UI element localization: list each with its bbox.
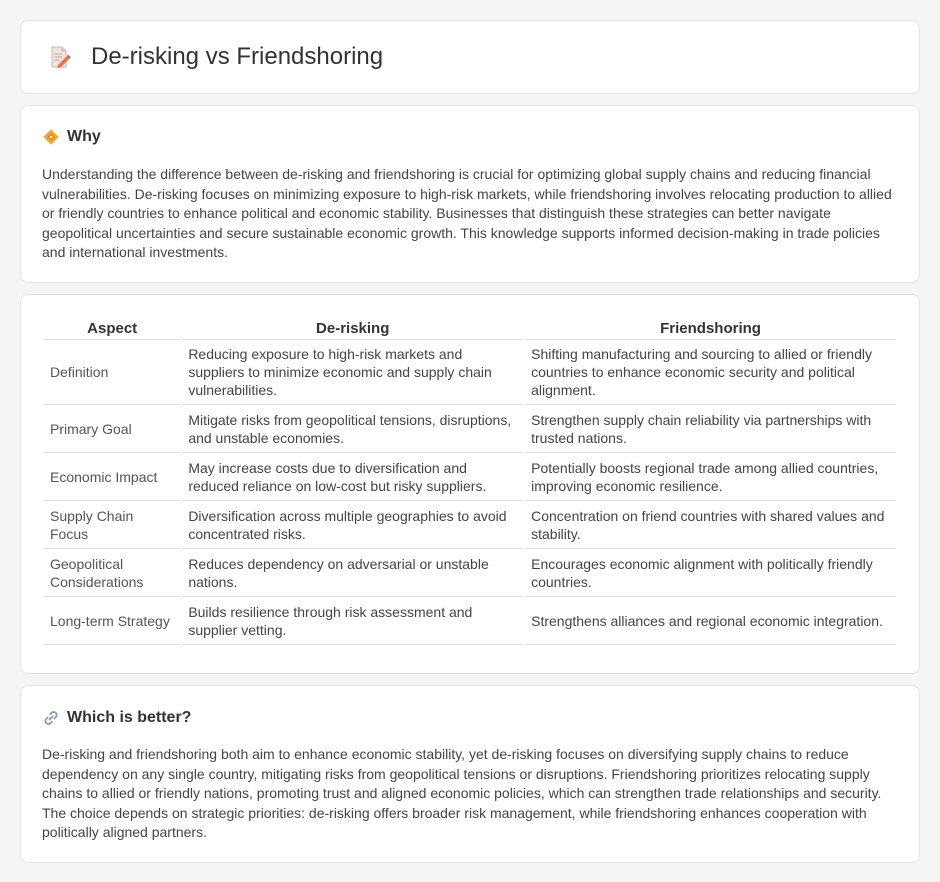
row-friendshoring: Potentially boosts regional trade among allied countries, improving economic resilience. [525, 453, 896, 501]
row-friendshoring: Strengthen supply chain reliability via partnerships with trusted nations. [525, 405, 896, 453]
row-friendshoring: Encourages economic alignment with politically friendly countries. [525, 549, 896, 597]
row-derisking: Mitigate risks from geopolitical tensions, disruptions, and unstable economies. [182, 405, 523, 453]
row-aspect: Long-term Strategy [44, 597, 180, 645]
row-friendshoring: Shifting manufacturing and sourcing to allied or friendly countries to enhance economic security and political alignment. [525, 340, 896, 405]
why-heading [42, 128, 899, 146]
table-row [44, 340, 896, 405]
table-row [44, 597, 896, 645]
notepad-pencil-icon [47, 45, 71, 69]
row-derisking: Reduces dependency on adversarial or unstable nations. [182, 549, 523, 597]
table-row [44, 549, 896, 597]
row-derisking: May increase costs due to diversification and reduced reliance on low-cost but risky suppliers. [182, 453, 523, 501]
table-header-row [44, 316, 896, 340]
row-friendshoring: Concentration on friend countries with shared values and stability. [525, 501, 896, 549]
row-derisking: Reducing exposure to high-risk markets and suppliers to minimize economic and supply chain vulnerabilities. [182, 340, 523, 405]
page-title: De-risking vs Friendshoring [91, 43, 384, 70]
row-aspect: Supply Chain Focus [44, 501, 180, 549]
which-better-section [20, 685, 920, 863]
row-friendshoring: Strengthens alliances and regional economic integration. [525, 597, 896, 645]
header-derisking: De-risking [182, 316, 523, 340]
row-aspect: Definition [44, 340, 180, 405]
why-section [20, 105, 920, 283]
header-card [20, 20, 920, 94]
table-row [44, 453, 896, 501]
row-aspect: Primary Goal [44, 405, 180, 453]
why-text: Understanding the difference between de-risking and friendshoring is crucial for optimizing global supply chains and reducing financial vulnerabilities. De-risking focuses on minimizing exposure to high-risk markets, while friendshoring involves relocating production to allied or friendly countries to enhance political and economic stability. Businesses that distinguish these strategies can better navigate geopolitical uncertainties and secure sustainable economic growth. This knowledge supports informed decision-making in trade policies and international investments. [42, 166, 892, 260]
header-friendshoring: Friendshoring [525, 316, 896, 340]
link-icon [42, 709, 60, 727]
table-row [44, 405, 896, 453]
which-better-heading-label: Which is better? [67, 709, 192, 726]
diamond-icon [42, 128, 60, 146]
row-derisking: Diversification across multiple geographies to avoid concentrated risks. [182, 501, 523, 549]
comparison-section [20, 294, 920, 674]
row-aspect: Economic Impact [44, 453, 180, 501]
why-heading-label: Why [67, 128, 101, 145]
row-aspect: Geopolitical Considerations [44, 549, 180, 597]
header-aspect: Aspect [44, 316, 180, 340]
which-better-heading [42, 709, 899, 727]
which-better-text: De-risking and friendshoring both aim to enhance economic stability, yet de-risking focuses on diversifying supply chains to reduce dependency on any single country, mitigating risks from geopolitical tensions or disruptions. Friendshoring prioritizes relocating supply chains to allied or friendly nations, promoting trust and aligned economic policies, which can strengthen trade relationships and security. The choice depends on strategic priorities: de-risking offers broader risk management, while friendshoring enhances cooperation with politically aligned partners. [42, 746, 882, 840]
table-row [44, 501, 896, 549]
comparison-table [42, 316, 898, 645]
row-derisking: Builds resilience through risk assessment and supplier vetting. [182, 597, 523, 645]
